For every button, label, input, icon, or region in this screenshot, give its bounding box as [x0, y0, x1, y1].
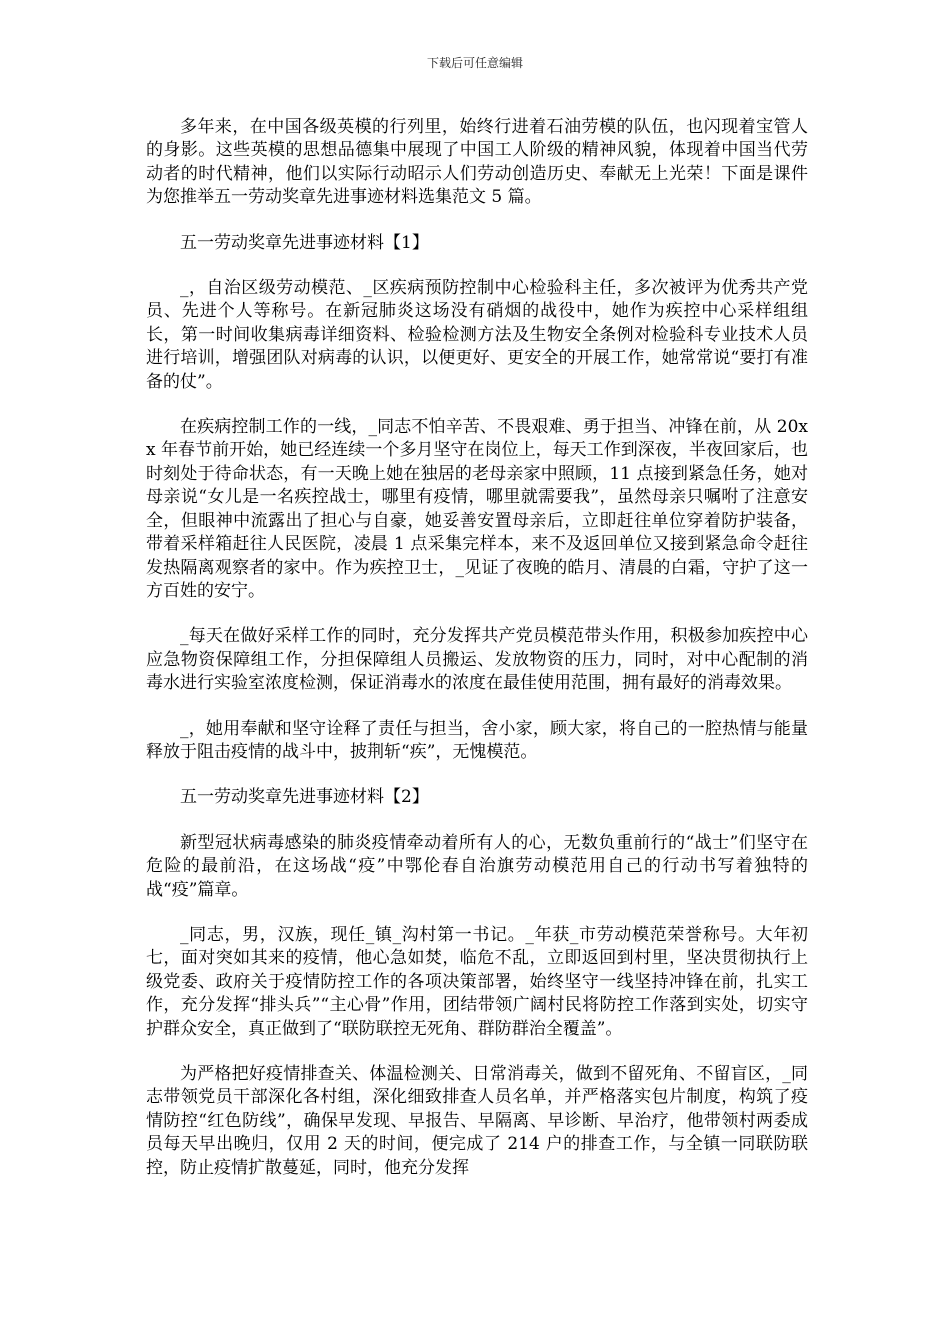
body-paragraph: 在疾病控制工作的一线，_同志不怕辛苦、不畏艰难、勇于担当、冲锋在前，从 20xx 年春节前开始，她已经连续一个多月坚守在岗位上，每天工作到深夜，半夜回家后，也时刻处于待命状态，有一天晚上她在独居的老母亲家中照顾，11 点接到紧急任务，她对母亲说“女儿是一名疾控战士，哪里有疫情，哪里就需要我”，虽然母亲只嘱咐了注意安全，但眼神中流露出了担心与自豪，她妥善安置母亲后，立即赶往单位穿着防护装备，带着采样箱赶往人民医院，凌晨 1 点采集完样本，来不及返回单位又接到紧急命令赶往发热隔离观察者的家中。作为疾控卫士，_见证了夜晚的皓月、清晨的白霜，守护了这一方百姓的安宁。: [146, 417, 808, 601]
body-paragraph: 为严格把好疫情排查关、体温检测关、日常消毒关，做到不留死角、不留盲区，_同志带领党员干部深化各村组，深化细致排查人员名单，并严格落实包片制度，构筑了疫情防控“红色防线”，确保早发现、早报告、早隔离、早诊断、早治疗，他带领村两委成员每天早出晚归，仅用 2 天的时间，便完成了 214 户的排查工作，与全镇一同联防联控，防止疫情扩散蔓延，同时，他充分发挥: [146, 1064, 808, 1178]
body-paragraph: _，她用奉献和坚守诠释了责任与担当，舍小家，顾大家，将自己的一腔热情与能量释放于阻击疫情的战斗中，披荆斩“疾”，无愧模范。: [146, 718, 808, 762]
page-header-note: 下载后可任意编辑: [426, 56, 523, 70]
section-heading-1: 五一劳动奖章先进事迹材料【1】: [180, 232, 429, 253]
body-paragraph: 新型冠状病毒感染的肺炎疫情牵动着所有人的心，无数负重前行的“战士”们坚守在危险的最前沿，在这场战“疫”中鄂伦春自治旗劳动模范用自己的行动书写着独特的战“疫”篇章。: [146, 832, 808, 900]
document-body: [146, 116, 808, 1202]
section-heading-2: 五一劳动奖章先进事迹材料【2】: [180, 787, 429, 808]
body-paragraph: _，自治区级劳动模范、_区疾病预防控制中心检验科主任，多次被评为优秀共产党员、先进个人等称号。在新冠肺炎这场没有硝烟的战役中，她作为疾控中心采样组组长，第一时间收集病毒详细资料、检验检测方法及生物安全条例对检验科专业技术人员进行培训，增强团队对病毒的认识，以便更好、更安全的开展工作，她常常说“要打有准备的仗”。: [146, 278, 808, 392]
body-paragraph: _同志，男，汉族，现任_镇_沟村第一书记。_年获_市劳动模范荣誉称号。大年初七，面对突如其来的疫情，他心急如焚，临危不乱，立即返回到村里，坚决贯彻执行上级党委、政府关于疫情防控工作的各项决策部署，始终坚守一线坚持冲锋在前，扎实工作，充分发挥“排头兵”“主心骨”作用，团结带领广阔村民将防控工作落到实处，切实守护群众安全，真正做到了“联防联控无死角、群防群治全覆盖”。: [146, 924, 808, 1039]
body-paragraph: _每天在做好采样工作的同时，充分发挥共产党员模范带头作用，积极参加疾控中心应急物资保障组工作，分担保障组人员搬运、发放物资的压力，同时，对中心配制的消毒水进行实验室浓度检测，保证消毒水的浓度在最佳使用范围，拥有最好的消毒效果。: [146, 626, 808, 694]
intro-paragraph: 多年来，在中国各级英模的行列里，始终行进着石油劳模的队伍，也闪现着宝管人的身影。这些英模的思想品德集中展现了中国工人阶级的精神风貌，体现着中国当代劳动者的时代精神，他们以实际行动昭示人们劳动创造历史、奉献无上光荣！下面是课件为您推举五一劳动奖章先进事迹材料选集范文 5 篇。: [146, 117, 808, 208]
